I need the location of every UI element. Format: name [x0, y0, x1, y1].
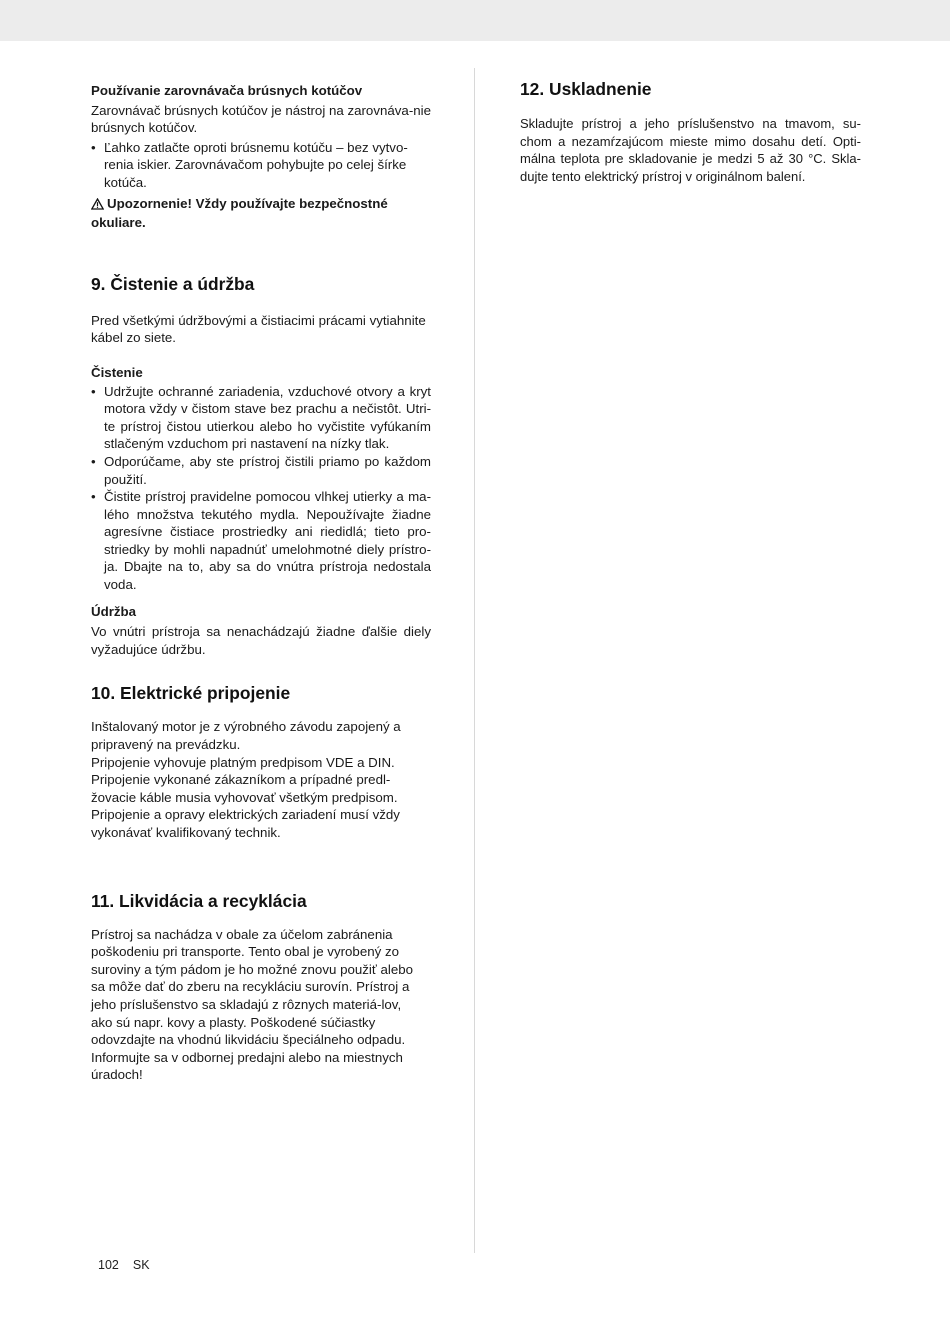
section-10-text-3: Pripojenie vykonané zákazníkom a prípadné predl-žovacie káble musia vyhovovať všetkým predpisom. [91, 772, 398, 805]
left-column [91, 82, 431, 1084]
section-10-text-1: Inštalovaný motor je z výrobného závodu zapojený a pripravený na prevádzku. [91, 719, 401, 753]
section-10-text-4: Pripojenie a opravy elektrických zariadení musí vždy vykonávať kvalifikovaný technik. [91, 807, 400, 840]
warning-triangle-icon [91, 197, 104, 215]
column-divider [474, 68, 475, 1253]
cleaning-bullet-list [91, 383, 431, 594]
page-number: 102 [98, 1258, 119, 1272]
section-9-title: 9. Čistenie a údržba [91, 273, 255, 294]
right-column [520, 78, 861, 185]
section-12-text: Skladujte prístroj a jeho príslušenstvo na tmavom, su-chom a nezamŕzajúcom mieste mimo dosahu detí. Opti-málna teplota pre skladovanie je medzi 5 až 30 °C. Skla-dujte tento elektrický prístroj v originálnom balení. [520, 116, 861, 184]
list-item: • Čistite prístroj pravidelne pomocou vlhkej utierky a ma-lého množstva tekutého mydla. Nepoužívajte žiadne agresívne čistiace prostriedky ani riedidlá; tieto pro-striedky by mohli napadnúť umelohmotné diely prístro-ja. Dbajte na to, aby sa do vnútra prístroja nedostala voda. [91, 489, 431, 593]
usage-bullet-list [91, 139, 431, 192]
list-item: • Udržujte ochranné zariadenia, vzduchové otvory a kryt motora vždy v čistom stave bez prachu a nečistôt. Utri-te prístroj čistou utierkou alebo ho vyčistite vyfúkaním stlačeným vzduchom pri nastavení na nízky tlak. [91, 383, 431, 452]
cleaning-heading: Čistenie [91, 364, 143, 380]
bullet-icon: • [91, 139, 96, 155]
section-11-text: Prístroj sa nachádza v obale za účelom zabránenia poškodeniu pri transporte. Tento obal je vyrobený zo suroviny a tým pádom je ho možné znovu použiť alebo sa môže dať do zberu na recykláciu surovín. Prístroj a jeho príslušenstvo sa skladajú z rôznych materiá-lov, ako sú napr. kovy a plasty. Poškodené súčiastky odovzdajte na vhodnú likvidáciu špeciálneho odpadu. Informujte sa v odbornej predajni alebo na miestnych úradoch! [91, 926, 414, 1083]
top-band [0, 0, 950, 41]
section-9-intro: Pred všetkými údržbovými a čistiacimi prácami vytiahnite kábel zo siete. [91, 312, 426, 346]
maintenance-text: Vo vnútri prístroja sa nenachádzajú žiadne ďalšie diely vyžadujúce údržbu. [91, 624, 431, 657]
section-12-title: 12. Uskladnenie [520, 79, 652, 99]
language-code: SK [132, 1258, 150, 1272]
warning-text: Upozornenie! Vždy používajte bezpečnostné okuliare. [91, 195, 388, 231]
section-10-text-2: Pripojenie vyhovuje platným predpisom VDE a DIN. [91, 754, 395, 770]
page-footer [98, 1258, 150, 1272]
section-11-title: 11. Likvidácia a recyklácia [91, 890, 307, 911]
list-item: • Odporúčame, aby ste prístroj čistili priamo po každom použití. [91, 453, 431, 487]
usage-text: Zarovnávač brúsnych kotúčov je nástroj na zarovnáva-nie brúsnych kotúčov. [91, 102, 431, 136]
list-item: • Ľahko zatlačte oproti brúsnemu kotúču – bez vytvo-renia iskier. Zarovnávačom pohybujte po celej šírke kotúča. [91, 139, 408, 190]
section-10-title: 10. Elektrické pripojenie [91, 683, 291, 704]
warning-note [91, 195, 431, 232]
maintenance-heading: Údržba [91, 603, 137, 619]
usage-heading: Používanie zarovnávača brúsnych kotúčov [91, 83, 363, 98]
